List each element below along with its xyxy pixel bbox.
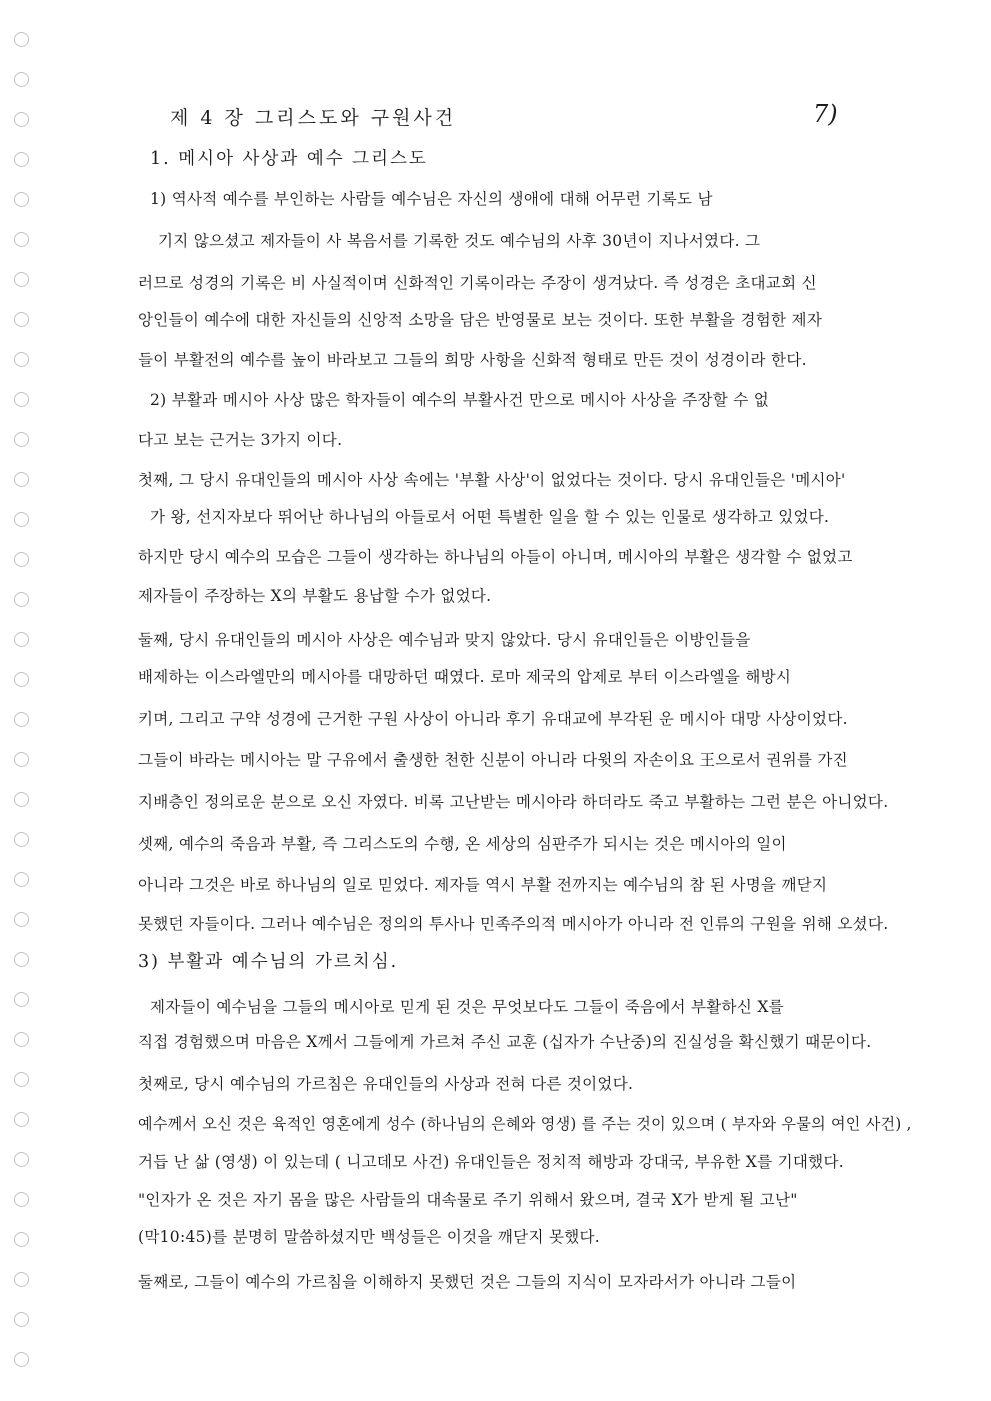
- text-line: 지배층인 정의로운 분으로 오신 자였다. 비록 고난받는 메시아라 하더라도 죽고 부활하는 그런 분은 아니었다.: [138, 793, 889, 811]
- binder-hole: [14, 552, 29, 567]
- binder-hole: [14, 432, 29, 447]
- text-line: 그들이 바라는 메시아는 말 구유에서 출생한 천한 신분이 아니라 다윗의 자손이요 王으로서 권위를 가진: [138, 751, 848, 769]
- page-number: 7): [813, 100, 838, 128]
- binder-hole: [14, 472, 29, 487]
- binder-hole: [14, 152, 29, 167]
- binder-hole: [14, 232, 29, 247]
- binder-hole: [14, 1072, 29, 1087]
- binder-hole: [14, 1152, 29, 1167]
- binder-hole: [14, 1272, 29, 1287]
- text-line: 둘째, 당시 유대인들의 메시아 사상은 예수님과 맞지 않았다. 당시 유대인들은 이방인들을: [138, 631, 751, 649]
- text-line: 첫째, 그 당시 유대인들의 메시아 사상 속에는 '부활 사상'이 없었다는 것이다. 당시 유대인들은 '메시아': [138, 471, 846, 489]
- text-line: 하지만 당시 예수의 모습은 그들이 생각하는 하나님의 아들이 아니며, 메시아의 부활은 생각할 수 없었고: [138, 548, 853, 566]
- binder-hole: [14, 1312, 29, 1327]
- text-line: (막10:45)를 분명히 말씀하셨지만 백성들은 이것을 깨닫지 못했다.: [138, 1228, 601, 1246]
- subsection-title: 3) 부활과 예수님의 가르치심.: [138, 952, 399, 972]
- binder-hole: [14, 952, 29, 967]
- text-line: 거듭 난 삶 (영생) 이 있는데 ( 니고데모 사건) 유대인들은 정치적 해방과 강대국, 부유한 X를 기대했다.: [138, 1153, 844, 1171]
- text-line: 들이 부활전의 예수를 높이 바라보고 그들의 희망 사항을 신화적 형태로 만든 것이 성경이라 한다.: [138, 351, 807, 369]
- text-line: 키며, 그리고 구약 성경에 근거한 구원 사상이 아니라 후기 유대교에 부각된 운 메시아 대망 사상이었다.: [138, 710, 848, 728]
- binder-hole: [14, 872, 29, 887]
- text-line: 배제하는 이스라엘만의 메시아를 대망하던 때였다. 로마 제국의 압제로 부터 이스라엘을 해방시: [138, 668, 792, 686]
- text-line: 가 왕, 선지자보다 뛰어난 하나님의 아들로서 어떤 특별한 일을 할 수 있는 인물로 생각하고 있었다.: [150, 508, 830, 526]
- text-line: 직접 경험했으며 마음은 X께서 그들에게 가르쳐 주신 교훈 (십자가 수난중)의 진실성을 확신했기 때문이다.: [138, 1033, 872, 1051]
- text-line: 예수께서 오신 것은 육적인 영혼에게 성수 (하나님의 은혜와 영생) 를 주는 것이 있으며 ( 부자와 우물의 여인 사건) ,: [138, 1115, 912, 1133]
- binder-hole: [14, 672, 29, 687]
- binder-hole: [14, 1352, 29, 1367]
- binder-hole: [14, 72, 29, 87]
- binder-hole: [14, 992, 29, 1007]
- text-line: 첫째로, 당시 예수님의 가르침은 유대인들의 사상과 전혀 다른 것이었다.: [138, 1075, 634, 1093]
- text-line: 둘째로, 그들이 예수의 가르침을 이해하지 못했던 것은 그들의 지식이 모자라서가 아니라 그들이: [138, 1273, 797, 1291]
- binder-hole: [14, 112, 29, 127]
- binder-hole: [14, 192, 29, 207]
- binder-hole: [14, 912, 29, 927]
- binder-hole: [14, 272, 29, 287]
- text-line: 다고 보는 근거는 3가지 이다.: [138, 431, 343, 449]
- text-line: 1) 역사적 예수를 부인하는 사람들 예수님은 자신의 생애에 대해 어무런 기록도 남: [150, 190, 713, 208]
- text-line: 앙인들이 예수에 대한 자신들의 신앙적 소망을 담은 반영물로 보는 것이다. 또한 부활을 경험한 제자: [138, 311, 823, 329]
- text-line: 아니라 그것은 바로 하나님의 일로 믿었다. 제자들 역시 부활 전까지는 예수님의 참 된 사명을 깨닫지: [138, 876, 828, 894]
- binder-holes: [6, 22, 42, 1392]
- binder-hole: [14, 632, 29, 647]
- binder-hole: [14, 832, 29, 847]
- section-title: 1. 메시아 사상과 예수 그리스도: [150, 149, 428, 169]
- binder-hole: [14, 1112, 29, 1127]
- binder-hole: [14, 712, 29, 727]
- text-line: 못했던 자들이다. 그러나 예수님은 정의의 투사나 민족주의적 메시아가 아니라 전 인류의 구원을 위해 오셨다.: [138, 915, 889, 933]
- binder-hole: [14, 352, 29, 367]
- text-line: 러므로 성경의 기록은 비 사실적이며 신화적인 기록이라는 주장이 생겨났다. 즉 성경은 초대교회 신: [138, 274, 817, 292]
- binder-hole: [14, 1232, 29, 1247]
- binder-hole: [14, 1192, 29, 1207]
- text-line: 셋째, 예수의 죽음과 부활, 즉 그리스도의 수행, 온 세상의 심판주가 되시는 것은 메시아의 일이: [138, 835, 787, 853]
- binder-hole: [14, 392, 29, 407]
- binder-hole: [14, 592, 29, 607]
- binder-hole: [14, 512, 29, 527]
- binder-hole: [14, 32, 29, 47]
- binder-hole: [14, 1032, 29, 1047]
- binder-hole: [14, 792, 29, 807]
- text-line: "인자가 온 것은 자기 몸을 많은 사람들의 대속물로 주기 위해서 왔으며, 결국 X가 받게 될 고난": [138, 1191, 798, 1209]
- text-line: 제자들이 주장하는 X의 부활도 용납할 수가 없었다.: [138, 587, 492, 605]
- binder-hole: [14, 312, 29, 327]
- binder-hole: [14, 752, 29, 767]
- text-line: 2) 부활과 메시아 사상 많은 학자들이 예수의 부활사건 만으로 메시아 사상을 주장할 수 없: [150, 391, 770, 409]
- text-line: 제자들이 예수님을 그들의 메시아로 믿게 된 것은 무엇보다도 그들이 죽음에서 부활하신 X를: [150, 998, 784, 1016]
- text-line: 기지 않으셨고 제자들이 사 복음서를 기록한 것도 예수님의 사후 30년이 지나서였다. 그: [158, 232, 761, 250]
- chapter-title: 제 4 장 그리스도와 구원사건: [170, 107, 457, 129]
